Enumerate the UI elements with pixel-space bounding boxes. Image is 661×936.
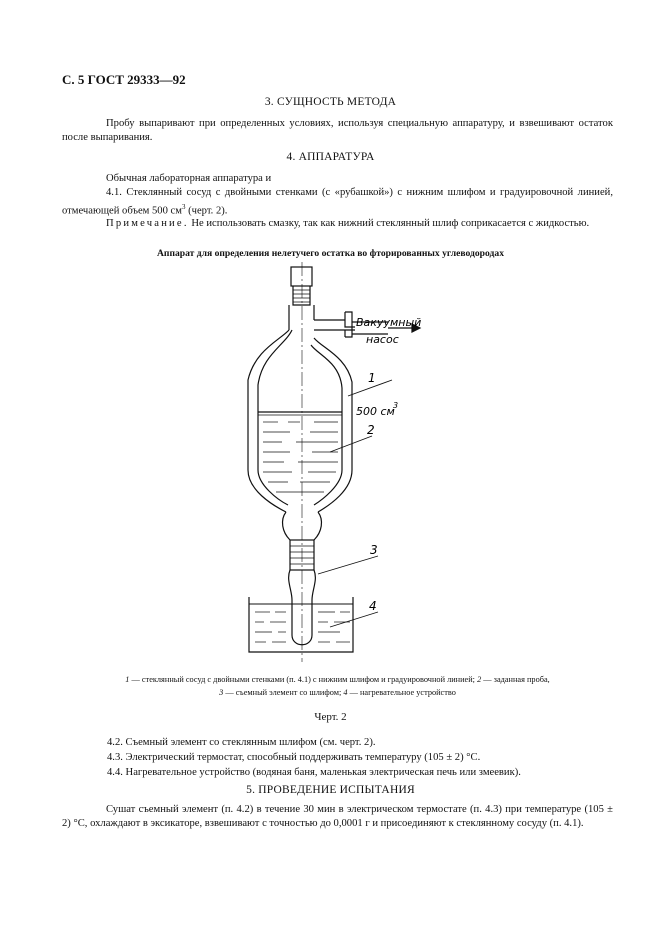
item-4-4: 4.4. Нагревательное устройство (водяная баня, маленькая электрическая печь или змеевик). xyxy=(107,767,521,778)
label-vacuum-2: насос xyxy=(366,333,399,346)
outer-jacket-left xyxy=(248,330,289,512)
vessel-neck xyxy=(289,305,314,330)
label-2: 2 xyxy=(367,423,375,437)
figure-title: Аппарат для определения нелетучего остатка во фторированных углеводородах xyxy=(156,248,504,259)
section-5-title: 5. ПРОВЕДЕНИЕ ИСПЫТАНИЯ xyxy=(246,784,415,796)
note-label: Примечание. xyxy=(106,218,189,229)
figure-number: Черт. 2 xyxy=(314,711,347,723)
label-volume-sup: 3 xyxy=(393,401,399,410)
item-4-2: 4.2. Съемный элемент со стеклянным шлифом (см. черт. 2). xyxy=(107,737,376,748)
outer-jacket-right xyxy=(314,338,352,512)
label-volume: 500 см xyxy=(356,405,395,418)
section-5-body: Сушат съемный элемент (п. 4.2) в течение 30 мин в электрическом термостате (п. 4.3) при температуре (105 ± 2) °С, охлаждают в эксикаторе, взвешивают с точностью до 0,0001 г и присоединяют к стеклянному сосуду (п. 4.1). xyxy=(62,804,613,829)
legend-n4: 4 xyxy=(343,688,348,697)
section-3-title: 3. СУЩНОСТЬ МЕТОДА xyxy=(264,96,397,108)
stopper-cap xyxy=(291,267,312,286)
stopper-hatching xyxy=(293,290,310,302)
bath-liquid-hatching xyxy=(255,612,350,642)
leader-4 xyxy=(330,612,378,627)
figure-legend xyxy=(62,673,613,699)
legend-n2: 2 xyxy=(477,675,482,684)
sample-liquid-hatching xyxy=(263,422,338,492)
label-4: 4 xyxy=(369,599,377,613)
legend-t1: — стеклянный сосуд с двойными стенками (п. 4.1) с нижним шлифом и градуировочной линией; xyxy=(129,675,478,684)
leader-3 xyxy=(318,556,378,574)
section-5-text xyxy=(62,803,613,831)
section-4-intro-text: Обычная лабораторная аппаратура и xyxy=(106,173,272,184)
label-vacuum-1: Вакуумный xyxy=(356,316,422,329)
legend-n3: 3 xyxy=(219,688,224,697)
label-1: 1 xyxy=(368,371,376,385)
page-header: С. 5 ГОСТ 29333—92 xyxy=(62,72,186,87)
item-4-1-text: 4.1. Стеклянный сосуд с двойными стенками (с «рубашкой») с нижним шлифом и градуировочной линией, отмечающей объем 500 см xyxy=(62,187,613,217)
side-arm-joint xyxy=(345,312,352,337)
note-text: Не использовать смазку, так как нижний стеклянный шлиф соприкасается с жидкостью. xyxy=(188,218,590,229)
legend-t4: — нагревательное устройство xyxy=(347,688,456,697)
inner-wall-right xyxy=(311,345,342,505)
legend-t3: — съемный элемент со шлифом; xyxy=(223,688,344,697)
legend-t2: — заданная проба, xyxy=(481,675,550,684)
legend-n1: 1 xyxy=(125,675,130,684)
item-4-1-sup: 3 xyxy=(181,203,186,211)
section-4-title: 4. АППАРАТУРА xyxy=(286,151,375,163)
label-3: 3 xyxy=(370,543,378,557)
item-4-3: 4.3. Электрический термостат, способный поддерживать температуру (105 ± 2) °С. xyxy=(107,752,481,763)
item-4-1-end: (черт. 2). xyxy=(185,205,228,217)
section-3-body: Пробу выпаривают при определенных условиях, используя специальную аппаратуру, и взвешивают остаток после выпаривания. xyxy=(62,118,613,143)
leader-2 xyxy=(330,436,372,452)
inner-wall-left xyxy=(258,330,292,505)
